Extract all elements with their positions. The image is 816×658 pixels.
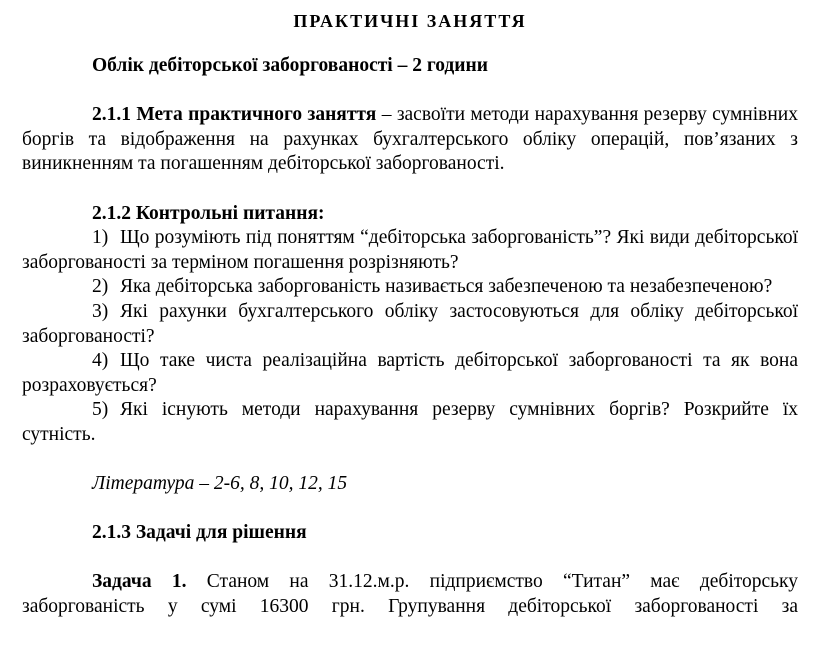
question-text: Що розуміють під поняттям “дебіторська заборгованість”? Які види дебіторської заборгованості за терміном погашення розрізняють? [22,227,798,273]
question-text: Які рахунки бухгалтерського обліку застосовуються для обліку дебіторської заборгованості? [22,300,798,347]
question-item [22,275,798,300]
tasks-heading: 2.1.3 Задачі для рішення [92,522,307,544]
literature-reference: Література – 2-6, 8, 10, 12, 15 [92,473,348,495]
question-number: 2) [92,276,109,298]
goal-text: – засвоїти методи нарахування резерву сумнівних боргів та відображення на рахунках бухгалтерського обліку операцій, пов’язаних з виникненням та погашенням дебіторської заборгованості. [22,104,798,175]
goal-heading: 2.1.1 Мета практичного заняття [92,104,377,126]
question-text: Що таке чиста реалізаційна вартість дебіторської заборгованості та як вона розраховується? [22,350,798,396]
task-1-text: Станом на 31.12.м.р. підприємство “Титан” має дебіторську заборгованість у сумі 16300 грн. Групування дебіторської заборгованості за [22,571,798,618]
question-item [22,349,798,398]
question-number: 3) [92,300,109,322]
task-1-paragraph [22,570,798,619]
question-item [22,226,798,275]
questions-heading: 2.1.2 Контрольні питання: [92,202,325,224]
goal-paragraph [22,103,798,177]
question-number: 1) [92,227,109,249]
question-text: Які існують методи нарахування резерву сумнівних боргів? Розкрийте їх сутність. [22,399,798,445]
question-text: Яка дебіторська заборгованість називається забезпеченою та незабезпеченою? [120,276,773,298]
question-number: 4) [92,350,109,372]
section-subtitle: Облік дебіторської заборгованості – 2 години [92,55,488,76]
task-1-label: Задача 1. [92,571,187,593]
page-title: ПРАКТИЧНІ ЗАНЯТТЯ [293,11,527,31]
question-number: 5) [92,399,109,421]
question-item [22,300,798,349]
question-item [22,398,798,447]
